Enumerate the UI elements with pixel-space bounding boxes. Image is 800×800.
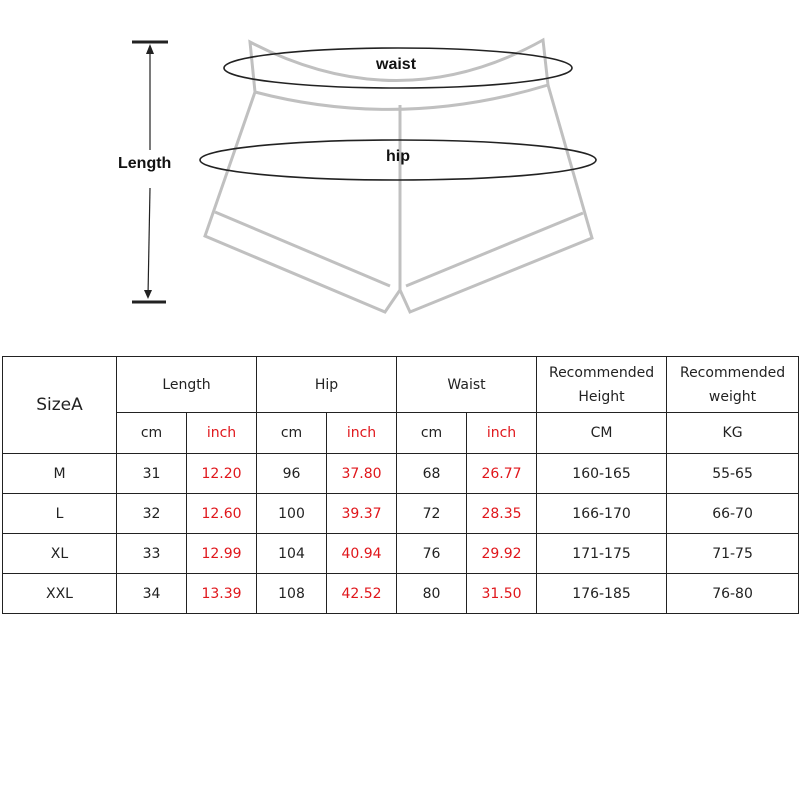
waist-cm-cell: 80 <box>397 574 467 614</box>
size-cell: L <box>3 494 117 534</box>
hip-cm-cell: 108 <box>257 574 327 614</box>
length-label: Length <box>118 155 172 172</box>
waist-cm-cell: 76 <box>397 534 467 574</box>
table-row <box>3 454 799 494</box>
size-cell: XL <box>3 534 117 574</box>
hip-cm-cell: 96 <box>257 454 327 494</box>
length-inch-cell: 12.60 <box>187 494 257 534</box>
height-cell: 160-165 <box>537 454 667 494</box>
waist-cm-cell: 72 <box>397 494 467 534</box>
hip-header: Hip <box>257 357 397 413</box>
length-cm-cell: 31 <box>117 454 187 494</box>
header-row <box>3 357 799 413</box>
weight-cell: 55-65 <box>667 454 799 494</box>
waist-cm-cell: 68 <box>397 454 467 494</box>
waist-inch-cell: 29.92 <box>467 534 537 574</box>
size-chart-table <box>2 356 799 614</box>
table-row <box>3 534 799 574</box>
hip-inch-cell: 40.94 <box>327 534 397 574</box>
unit-cm: cm <box>117 413 187 454</box>
size-cell: XXL <box>3 574 117 614</box>
length-inch-cell: 12.99 <box>187 534 257 574</box>
length-inch-cell: 12.20 <box>187 454 257 494</box>
hip-cm-cell: 100 <box>257 494 327 534</box>
waist-inch-cell: 26.77 <box>467 454 537 494</box>
unit-inch: inch <box>327 413 397 454</box>
length-cm-cell: 33 <box>117 534 187 574</box>
recommended-weight-header: Recommended weight <box>667 357 799 413</box>
unit-inch: inch <box>467 413 537 454</box>
hip-cm-cell: 104 <box>257 534 327 574</box>
length-cm-cell: 32 <box>117 494 187 534</box>
waist-inch-cell: 31.50 <box>467 574 537 614</box>
height-cell: 176-185 <box>537 574 667 614</box>
unit-cm: cm <box>397 413 467 454</box>
unit-inch: inch <box>187 413 257 454</box>
hip-inch-cell: 42.52 <box>327 574 397 614</box>
recommended-height-header: Recommended Height <box>537 357 667 413</box>
weight-cell: 76-80 <box>667 574 799 614</box>
table-row <box>3 494 799 534</box>
length-header: Length <box>117 357 257 413</box>
height-cell: 171-175 <box>537 534 667 574</box>
hip-inch-cell: 37.80 <box>327 454 397 494</box>
size-cell: M <box>3 454 117 494</box>
weight-cell: 66-70 <box>667 494 799 534</box>
unit-cm: cm <box>257 413 327 454</box>
unit-weight-kg: KG <box>667 413 799 454</box>
hip-label: hip <box>386 148 410 165</box>
length-cm-cell: 34 <box>117 574 187 614</box>
unit-row <box>3 413 799 454</box>
height-cell: 166-170 <box>537 494 667 534</box>
weight-cell: 71-75 <box>667 534 799 574</box>
waist-label: waist <box>376 56 417 73</box>
hip-inch-cell: 39.37 <box>327 494 397 534</box>
unit-height-cm: CM <box>537 413 667 454</box>
size-header: SizeA <box>3 357 117 454</box>
table-row <box>3 574 799 614</box>
length-inch-cell: 13.39 <box>187 574 257 614</box>
waist-inch-cell: 28.35 <box>467 494 537 534</box>
waist-header: Waist <box>397 357 537 413</box>
